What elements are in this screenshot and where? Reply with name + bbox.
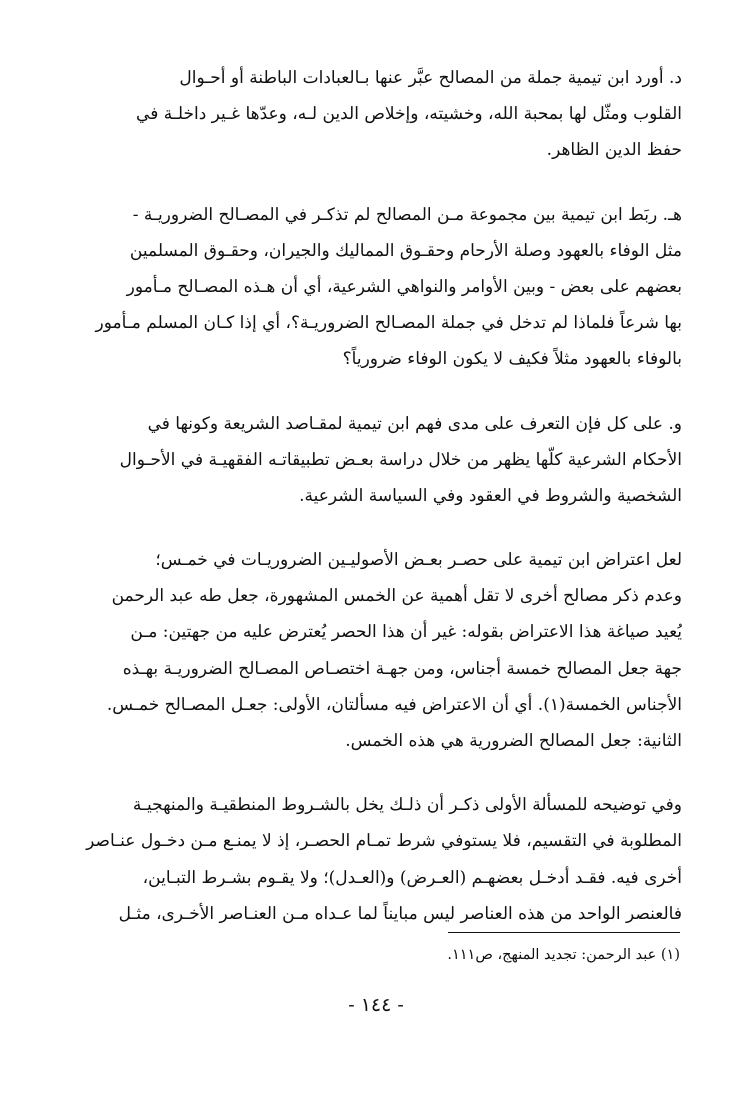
text-line: الأجناس الخمسة(١). أي أن الاعتراض فيه مسألتان، الأولى: جعـل المصـالح خمـس. — [106, 694, 682, 715]
text-line: مثل الوفاء بالعهود وصلة الأرحام وحقـوق المماليك والجيران، وحقـوق المسلمين — [129, 240, 682, 261]
text-line: الأحكام الشرعية كلّها يظهر من خلال دراسة بعـض تطبيقاتـه الفقهيـة في الأحـوال — [119, 449, 682, 470]
text-line: بالوفاء بالعهود مثلاً فكيف لا يكون الوفاء ضرورياً؟ — [342, 349, 682, 370]
text-line: وعدم ذكر مصالح أخرى لا تقل أهمية عن الخمس المشهورة، جعل طه عبد الرحمن — [111, 586, 682, 607]
paragraph-explanation — [70, 787, 682, 932]
text-line: بعضهم على بعض - وبين الأوامر والنواهي الشرعية، أي أن هـذه المصـالح مـأمور — [126, 276, 682, 297]
body-text — [70, 60, 682, 960]
text-line: وفي توضيحه للمسألة الأولى ذكـر أن ذلـك يخل بالشـروط المنطقيـة والمنهجيـة — [132, 795, 682, 816]
text-line: و. على كل فإن التعرف على مدى فهم ابن تيمية لمقـاصد الشريعة وكونها في — [147, 413, 682, 434]
paragraph-objection — [70, 542, 682, 759]
paragraph-h — [70, 197, 682, 378]
text-line: بها شرعاً فلماذا لم تدخل في جملة المصـالح الضروريـة؟، أي إذا كـان المسلم مـأمور — [95, 313, 682, 334]
text-line: هـ. ربَط ابن تيمية بين مجموعة مـن المصالح لم تذكـر في المصـالح الضروريـة - — [132, 204, 682, 225]
text-line: لعل اعتراض ابن تيمية على حصـر بعـض الأصوليـين الضروريـات في خمـس؛ — [155, 550, 682, 571]
paragraph-d — [70, 60, 682, 169]
text-line: جهة جعل المصالح خمسة أجناس، ومن جهـة اختصـاص المصـالح الضروريـة بهـذه — [122, 658, 682, 679]
text-line: يُعيد صياغة هذا الاعتراض بقوله: غير أن هذا الحصر يُعترض عليه من جهتين: مـن — [130, 622, 682, 643]
text-line: أخرى فيه. فقـد أدخـل بعضهـم (العـرض) و(العـدل)؛ ولا يقـوم بشـرط التبـاين، — [142, 867, 682, 888]
paragraph-w — [70, 406, 682, 515]
footnote-divider — [448, 932, 680, 933]
text-line: المطلوبة في التقسيم، فلا يستوفي شرط تمـام الحصـر، إذ لا يمنـع مـن دخـول عنـاصر — [86, 831, 682, 852]
text-line: الثانية: جعل المصالح الضرورية هي هذه الخمس. — [345, 731, 682, 751]
text-line: القلوب ومثّل لها بمحبة الله، وخشيته، وإخلاص الدين لـه، وعدّها غـير داخلـة في — [136, 104, 682, 125]
text-line: د. أورد ابن تيمية جملة من المصالح عبَّر عنها بـالعبادات الباطنة أو أحـوال — [179, 68, 682, 88]
page-number: - ١٤٤ - — [348, 994, 404, 1016]
text-line: فالعنصر الواحد من هذه العناصر ليس مبايناً لما عـداه مـن العنـاصر الأخـرى، مثـل — [118, 903, 682, 924]
text-line: الشخصية والشروط في العقود وفي السياسة الشرعية. — [299, 485, 682, 506]
footnote: (١) عبد الرحمن: تجديد المنهج، ص١١١. — [447, 947, 680, 963]
text-line: حفظ الدين الظاهر. — [546, 140, 682, 161]
